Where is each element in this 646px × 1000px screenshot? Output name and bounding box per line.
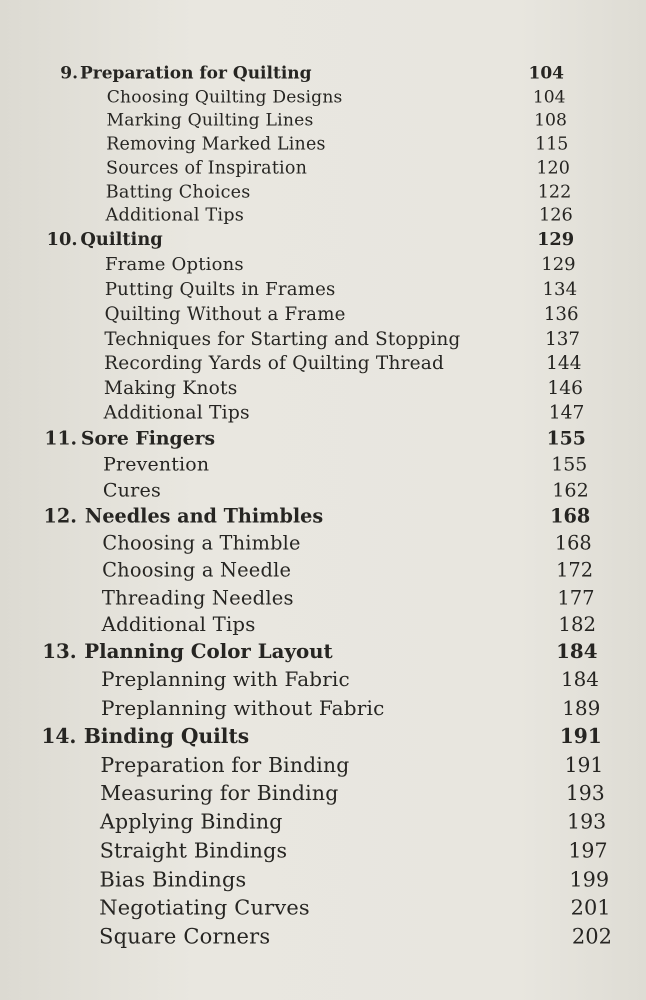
page-number: 122 — [537, 181, 572, 202]
section-title: Measuring for Binding — [100, 781, 339, 806]
section-title: Prevention — [103, 453, 210, 476]
page-number: 168 — [554, 531, 592, 555]
section-title: Batting Choices — [105, 181, 251, 202]
page-number: 177 — [557, 585, 595, 609]
section-title: Recording Yards of Quilting Thread — [104, 353, 445, 375]
chapter-title: Quilting — [80, 229, 163, 251]
section-title: Additional Tips — [105, 205, 245, 226]
page-number: 162 — [552, 478, 589, 502]
chapter-number: 14. — [41, 723, 77, 748]
page-number: 184 — [556, 639, 598, 664]
section-title: Preparation for Binding — [100, 752, 350, 777]
chapter-number: 11. — [44, 427, 78, 450]
page-number: 193 — [565, 781, 605, 806]
chapter-number: 13. — [42, 639, 77, 664]
section-title: Marking Quilting Lines — [106, 110, 314, 131]
section-title: Choosing Quilting Designs — [106, 87, 343, 108]
section-title: Preplanning with Fabric — [101, 668, 350, 692]
page-number: 193 — [567, 809, 607, 834]
section-title: Choosing a Thimble — [102, 531, 301, 555]
section-title: Making Knots — [103, 378, 238, 400]
section-title: Choosing a Needle — [102, 558, 292, 582]
page-number: 155 — [551, 453, 588, 476]
page-number: 197 — [568, 838, 608, 863]
chapter-number: 10. — [46, 229, 78, 251]
page-number: 120 — [536, 158, 570, 179]
page-number: 129 — [541, 253, 576, 275]
page-number: 104 — [532, 87, 566, 108]
section-title: Sources of Inspiration — [106, 158, 308, 179]
section-title: Removing Marked Lines — [106, 134, 326, 155]
page-number: 202 — [571, 924, 612, 949]
section-title: Frame Options — [105, 253, 244, 275]
section-title: Cures — [102, 478, 162, 502]
page-number: 104 — [528, 63, 564, 84]
page-number: 168 — [550, 504, 591, 528]
section-title: Putting Quilts in Frames — [104, 278, 336, 300]
section-title: Preplanning without Fabric — [100, 696, 385, 720]
page-number: 115 — [535, 134, 569, 155]
chapter-title: Sore Fingers — [80, 427, 216, 450]
chapter-title: Preparation for Quilting — [80, 63, 312, 84]
section-title: Additional Tips — [101, 612, 256, 636]
page-number: 137 — [545, 328, 580, 350]
page-number: 182 — [558, 612, 596, 636]
chapter-title: Planning Color Layout — [84, 639, 333, 664]
section-title: Negotiating Curves — [99, 895, 310, 920]
page-number: 201 — [570, 895, 611, 920]
page-number: 155 — [546, 427, 586, 450]
section-title: Bias Bindings — [99, 867, 247, 892]
page-number: 126 — [538, 205, 573, 226]
section-title: Applying Binding — [99, 809, 283, 834]
page-number: 191 — [564, 752, 604, 777]
page-number: 134 — [542, 278, 578, 300]
page-number: 108 — [534, 110, 567, 131]
page-number: 199 — [569, 867, 610, 892]
page-number: 136 — [543, 303, 579, 325]
section-title: Straight Bindings — [99, 838, 288, 863]
chapter-title: Needles and Thimbles — [84, 504, 324, 528]
page-number: 144 — [546, 353, 582, 375]
section-title: Additional Tips — [103, 402, 250, 424]
page-number: 146 — [547, 378, 583, 400]
section-title: Quilting Without a Frame — [104, 303, 346, 325]
chapter-title: Binding Quilts — [83, 723, 250, 748]
section-title: Threading Needles — [101, 585, 294, 609]
page-number: 129 — [537, 229, 575, 251]
chapter-number: 9. — [60, 63, 78, 84]
section-title: Techniques for Starting and Stopping — [104, 328, 461, 350]
page-number: 191 — [559, 723, 602, 748]
page-number: 147 — [548, 402, 585, 424]
page-number: 184 — [560, 668, 599, 692]
page-number: 172 — [556, 558, 594, 582]
section-title: Square Corners — [99, 924, 271, 949]
page-number: 189 — [562, 696, 601, 720]
chapter-number: 12. — [43, 504, 77, 528]
